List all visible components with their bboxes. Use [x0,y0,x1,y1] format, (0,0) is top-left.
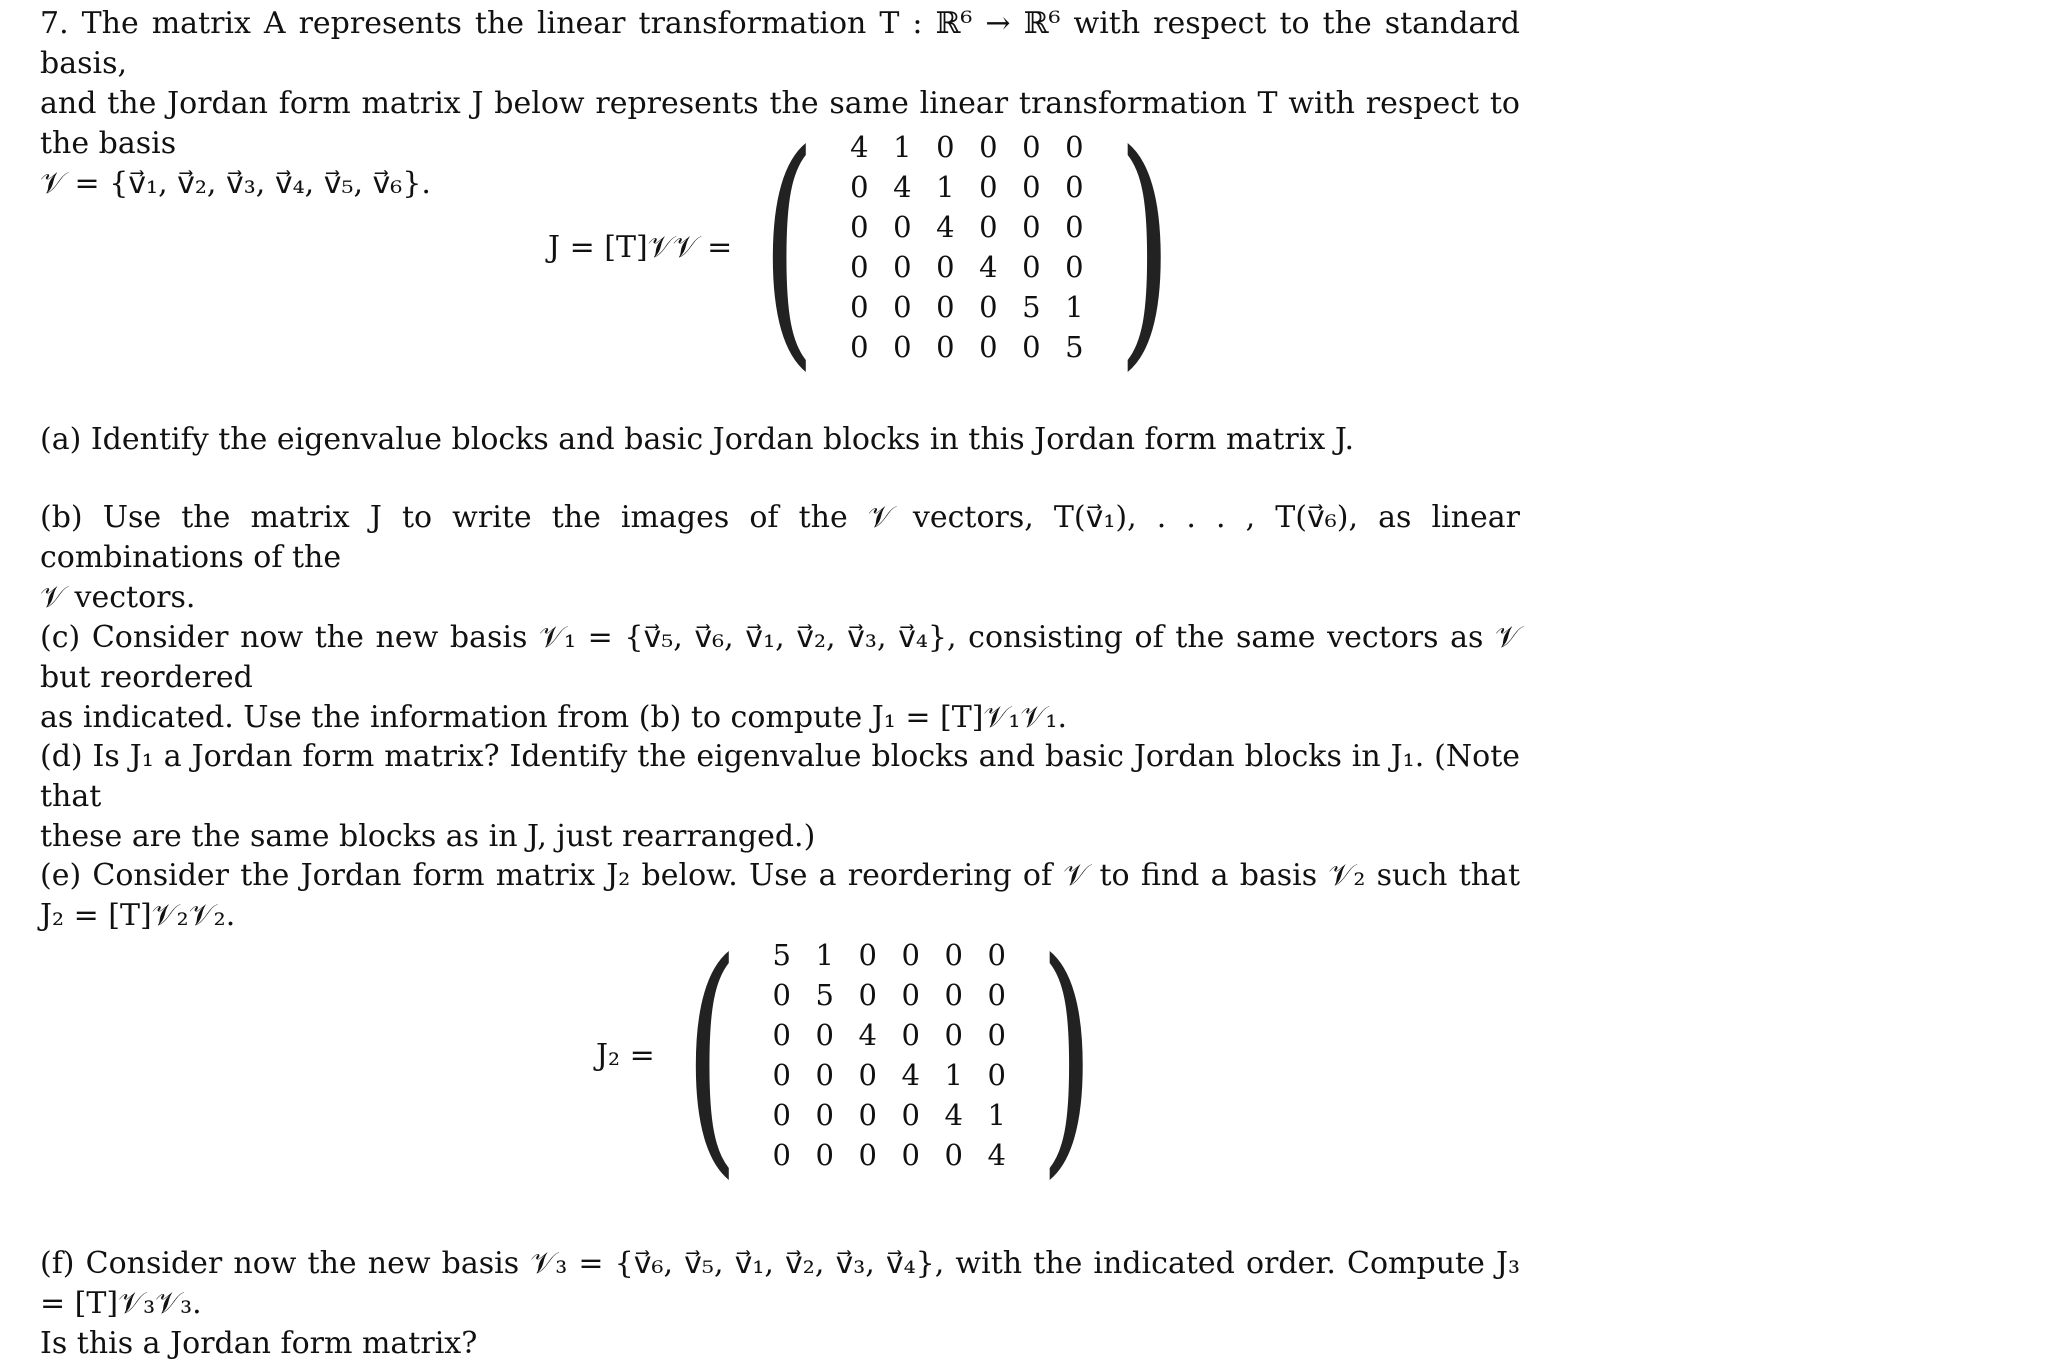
matrix-entry: 0 [893,250,912,284]
matrix-entry: 5 [772,938,791,972]
matrix-entry: 0 [850,250,869,284]
matrix-row [838,287,1096,327]
matrix-entry: 1 [893,130,912,164]
part-f-line: (f) Consider now the new basis 𝒱₃ = {v⃗₆, v⃗₅, v⃗₁, v⃗₂, v⃗₃, v⃗₄}, with the indicated order. Compute J₃ = [T]𝒱₃𝒱₃. [40,1246,1520,1321]
part-a [40,420,1520,460]
matrix-entry: 0 [979,330,998,364]
matrix-entry: 0 [1022,170,1041,204]
matrix-entry: 0 [815,1138,834,1172]
matrix-entry: 0 [858,938,877,972]
matrix-entry: 4 [858,1018,877,1052]
matrix-entry: 1 [815,938,834,972]
matrix-entry: 0 [944,938,963,972]
j-matrix-label: J = [T]𝒱𝒱 = [548,229,733,265]
matrix-entry: 0 [772,1138,791,1172]
right-paren: ) [1040,909,1094,1200]
matrix-row [838,327,1096,367]
matrix-entry: 0 [987,1018,1006,1052]
matrix-row [760,1055,1018,1095]
matrix-entry: 0 [901,1098,920,1132]
matrix-row [838,207,1096,247]
intro-line: 7. The matrix A represents the linear transformation T : ℝ⁶ → ℝ⁶ with respect to the standard basis, [40,6,1520,81]
part-e [40,856,1520,936]
matrix-entry: 1 [987,1098,1006,1132]
matrix-entry: 1 [944,1058,963,1092]
matrix-entry: 4 [850,130,869,164]
j2-matrix-label: J₂ = [596,1037,655,1073]
part-c [40,618,1520,738]
matrix-entry: 0 [850,170,869,204]
intro-line: 𝒱 = {v⃗₁, v⃗₂, v⃗₃, v⃗₄, v⃗₅, v⃗₆}. [40,166,431,201]
part-b-line: 𝒱 vectors. [40,580,196,615]
matrix-entry: 0 [893,330,912,364]
matrix-entry: 0 [858,1058,877,1092]
matrix-entry: 0 [901,1138,920,1172]
matrix-entry: 0 [858,978,877,1012]
matrix-entry: 4 [936,210,955,244]
matrix-entry: 0 [979,290,998,324]
matrix-entry: 0 [944,1138,963,1172]
matrix-entry: 4 [893,170,912,204]
matrix-entry: 0 [858,1138,877,1172]
part-f-line: Is this a Jordan form matrix? [40,1326,478,1361]
part-e-line: (e) Consider the Jordan form matrix J₂ below. Use a reordering of 𝒱 to find a basis 𝒱₂ such that J₂ = [T]𝒱₂𝒱₂. [40,858,1520,933]
matrix-entry: 0 [1022,130,1041,164]
matrix-entry: 0 [901,978,920,1012]
matrix-entry: 4 [944,1098,963,1132]
j2-matrix-equation [596,909,1116,1200]
matrix-entry: 5 [1022,290,1041,324]
matrix-row [760,975,1018,1015]
matrix-entry: 0 [1022,210,1041,244]
matrix-entry: 0 [850,330,869,364]
matrix-entry: 0 [936,250,955,284]
matrix-entry: 4 [901,1058,920,1092]
left-paren: ( [762,101,816,392]
part-b-line: (b) Use the matrix J to write the images of the 𝒱 vectors, T(v⃗₁), . . . , T(v⃗₆), as linear combinations of the [40,500,1520,575]
matrix-entry: 0 [936,130,955,164]
j-matrix [838,127,1096,367]
matrix-entry: 0 [936,330,955,364]
matrix-entry: 0 [979,130,998,164]
matrix-row [838,167,1096,207]
matrix-entry: 0 [1022,330,1041,364]
matrix-entry: 1 [936,170,955,204]
part-d-line: (d) Is J₁ a Jordan form matrix? Identify the eigenvalue blocks and basic Jordan blocks in J₁. (Note that [40,739,1520,814]
matrix-entry: 0 [901,1018,920,1052]
matrix-entry: 0 [772,978,791,1012]
matrix-entry: 0 [893,290,912,324]
part-d [40,737,1520,857]
matrix-entry: 0 [987,938,1006,972]
intro-line: and the Jordan form matrix J below represents the same linear transformation T with respect to the basis [40,86,1520,161]
matrix-entry: 0 [901,938,920,972]
matrix-entry: 0 [1022,250,1041,284]
matrix-entry: 0 [979,210,998,244]
matrix-entry: 1 [1065,290,1084,324]
matrix-row [838,127,1096,167]
part-d-line: these are the same blocks as in J, just rearranged.) [40,819,816,854]
matrix-entry: 0 [979,170,998,204]
part-f [40,1244,1520,1364]
matrix-entry: 0 [815,1058,834,1092]
matrix-entry: 0 [815,1098,834,1132]
j-matrix-equation [548,101,1193,392]
matrix-row [760,1135,1018,1175]
part-c-line: (c) Consider now the new basis 𝒱₁ = {v⃗₅, v⃗₆, v⃗₁, v⃗₂, v⃗₃, v⃗₄}, consisting of the same vectors as 𝒱 but reordered [40,620,1520,695]
matrix-entry: 4 [987,1138,1006,1172]
matrix-entry: 4 [979,250,998,284]
matrix-entry: 0 [772,1058,791,1092]
matrix-entry: 5 [1065,330,1084,364]
right-paren: ) [1117,101,1172,392]
part-a-line: (a) Identify the eigenvalue blocks and basic Jordan blocks in this Jordan form matrix J. [40,422,1355,457]
matrix-entry: 0 [772,1018,791,1052]
matrix-entry: 0 [987,1058,1006,1092]
matrix-entry: 0 [936,290,955,324]
matrix-row [760,1095,1018,1135]
matrix-entry: 0 [893,210,912,244]
matrix-row [760,1015,1018,1055]
left-paren: ( [684,909,739,1200]
matrix-entry: 0 [1065,210,1084,244]
matrix-entry: 0 [944,1018,963,1052]
part-c-line: as indicated. Use the information from (b) to compute J₁ = [T]𝒱₁𝒱₁. [40,700,1067,735]
matrix-entry: 0 [1065,250,1084,284]
j2-matrix [760,935,1018,1175]
part-b [40,498,1520,618]
matrix-entry: 0 [850,210,869,244]
matrix-entry: 0 [1065,170,1084,204]
matrix-entry: 0 [1065,130,1084,164]
matrix-entry: 0 [772,1098,791,1132]
matrix-row [838,247,1096,287]
matrix-entry: 0 [858,1098,877,1132]
matrix-entry: 0 [987,978,1006,1012]
matrix-entry: 0 [850,290,869,324]
matrix-row [760,935,1018,975]
matrix-entry: 0 [944,978,963,1012]
matrix-entry: 5 [815,978,834,1012]
matrix-entry: 0 [815,1018,834,1052]
